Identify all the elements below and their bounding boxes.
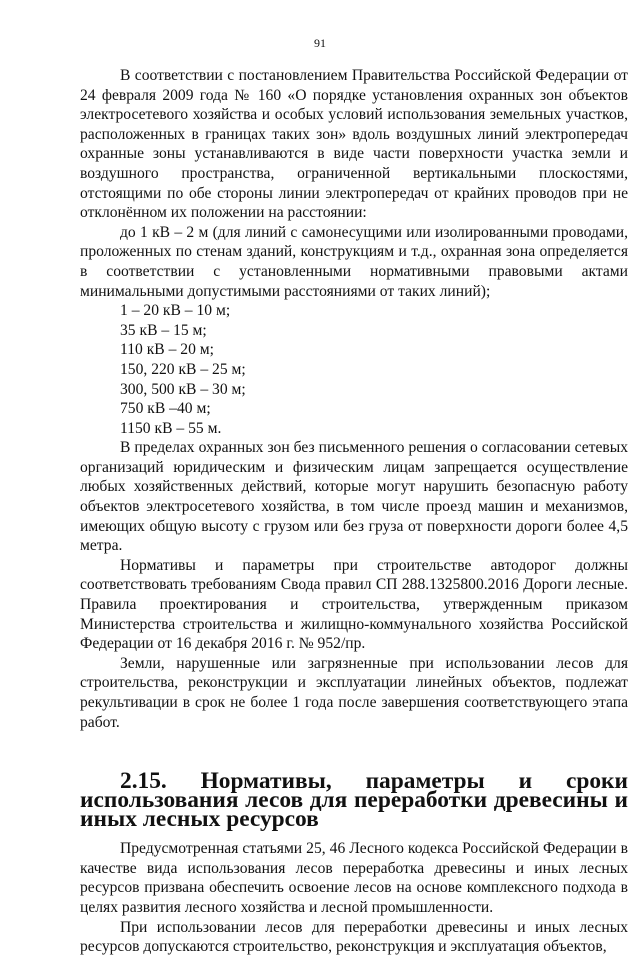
section-heading: 2.15. Нормативы, параметры и сроки использования лесов для переработки древесины и иных лесных ресурсов [80, 768, 628, 833]
list-item: 110 кВ – 20 м; [120, 341, 214, 359]
list-item: 300, 500 кВ – 30 м; [120, 380, 246, 398]
paragraph-allowed-construction: При использовании лесов для переработки древесины и иных лесных ресурсов допускаются строительство, реконструкция и эксплуатация объектов, [80, 918, 628, 956]
list-item: 150, 220 кВ – 25 м; [120, 360, 246, 378]
paragraph-road-standards: Нормативы и параметры при строительстве автодорог должны соответствовать требованиям Свода правил СП 288.1325800.2016 Дороги лесные. Правила проектирования и строительства, утвержденным приказом Министерства строительства и жилищно-коммунального хозяйства Российской Федерации от 16 декабря 2016 г. № 952/пр. [80, 556, 628, 653]
list-item: 35 кВ – 15 м; [120, 321, 207, 339]
list-item: 750 кВ –40 м; [120, 400, 211, 418]
paragraph-recultivation: Земли, нарушенные или загрязненные при использовании лесов для строительства, реконструкции и эксплуатации линейных объектов, подлежат рекультивации в срок не более 1 года после завершения соответствующего этапа работ. [80, 654, 628, 731]
page-number: 91 [314, 36, 326, 50]
paragraph-up-to-1kv: до 1 кВ – 2 м (для линий с самонесущими или изолированными проводами, проложенных по стенам зданий, конструкциям и т.д., охранная зона определяется в соответствии с установленными нормативными правовыми актами минимальными допустимыми расстояниями от таких линий); [80, 223, 628, 300]
list-item: 1150 кВ – 55 м. [120, 419, 222, 437]
paragraph-power-line-protection-zones: В соответствии с постановлением Правительства Российской Федерации от 24 февраля 2009 года № 160 «О порядке установления охранных зон объектов электросетевого хозяйства и особых условий использования земельных участков, расположенных в границах таких зон» вдоль воздушных линий электропередач охранные зоны устанавливаются в виде части поверхности участка земли и воздушного пространства, ограниченной вертикальными плоскостями, отстоящими по обе стороны линии электропередач от крайних проводов при не отклонённом их положении на расстоянии: [80, 67, 628, 222]
list-item: 1 – 20 кВ – 10 м; [120, 302, 231, 320]
paragraph-restrictions: В пределах охранных зон без письменного решения о согласовании сетевых организаций юридическим и физическим лицам запрещается осуществление любых хозяйственных действий, которые могут нарушить безопасную работу объектов электросетевого хозяйства, в том числе проезд машин и механизмов, имеющих общую высоту с грузом или без груза от поверхности дороги более 4,5 метра. [80, 439, 628, 555]
paragraph-wood-processing: Предусмотренная статьями 25, 46 Лесного кодекса Российской Федерации в качестве вида использования лесов переработка древесины и иных лесных ресурсов призвана обеспечить освоение лесов на основе комплексного подхода в целях развития лесного хозяйства и лесной промышленности. [80, 840, 628, 916]
page-body [80, 66, 628, 957]
voltage-distance-list [80, 301, 628, 438]
